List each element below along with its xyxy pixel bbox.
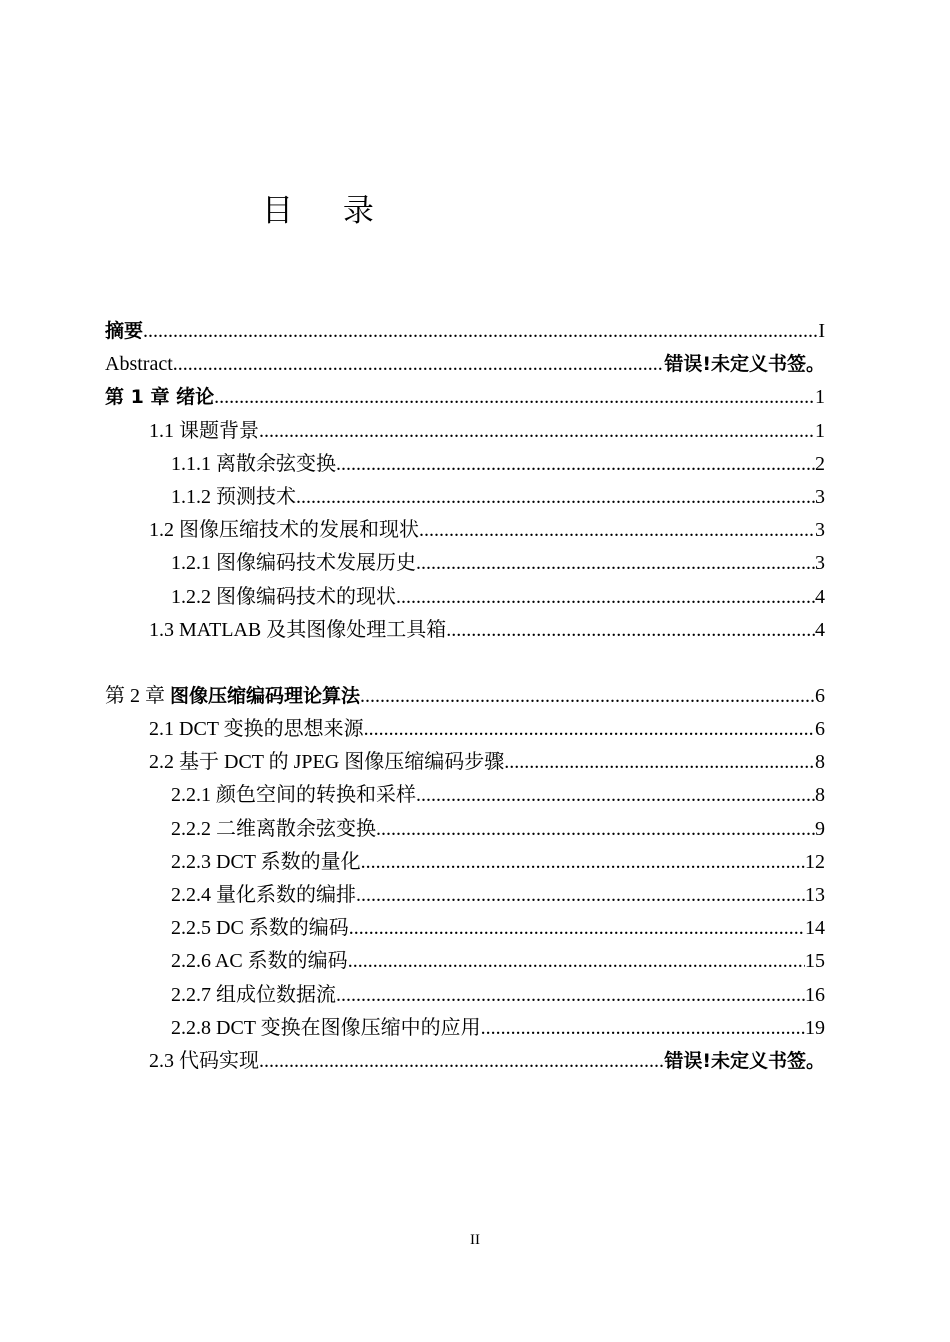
toc-leader-dots [360,680,815,713]
toc-entry-label: 1.1.2 预测技术 [171,485,296,508]
toc-entry-label: Abstract [105,353,173,376]
toc-leader-dots [504,746,815,779]
page-number: II [470,1232,480,1248]
toc-entry-abstract-en[interactable] [105,348,825,381]
toc-entry-page: 3 [815,552,825,575]
toc-entry-page: 3 [815,519,825,542]
toc-entry-1-2-2[interactable] [105,581,825,614]
toc-entry-label: 2.2 基于 DCT 的 JPEG 图像压缩编码步骤 [149,751,505,774]
toc-entry-1-3[interactable] [105,614,825,647]
toc-entry-page: 13 [805,884,825,906]
toc-entry-page: 16 [805,983,825,1006]
toc-entry-page: 3 [815,485,825,508]
toc-entry-label: 2.2.4 量化系数的编排 [171,884,356,906]
toc-entry-page: 1 [815,386,825,409]
toc-leader-dots [214,381,815,414]
toc-leader-dots [296,481,815,514]
toc-entry-2-2-3[interactable] [105,846,825,879]
toc-entry-2-1[interactable] [105,713,825,746]
toc-entry-2-3[interactable] [105,1045,825,1078]
toc-entry-chapter-2[interactable] [105,680,825,713]
toc-entry-1-2-1[interactable] [105,547,825,580]
toc-entry-2-2[interactable] [105,746,825,779]
toc-entry-page: 14 [805,917,825,940]
toc-entry-label: 2.2.3 DCT 系数的量化 [171,850,361,873]
toc-leader-dots [416,779,815,812]
toc-entry-label: 第 1 章 绪论 [105,386,215,409]
toc-entry-label: 2.2.1 颜色空间的转换和采样 [171,784,416,807]
toc-entry-abstract-cn[interactable] [105,315,825,348]
toc-entry-label: 1.3 MATLAB 及其图像处理工具箱 [149,618,447,641]
toc-entry-page: 19 [805,1016,825,1039]
toc-leader-dots [361,846,805,879]
toc-entry-page: 6 [815,718,825,741]
toc-entry-label: 2.2.8 DCT 变换在图像压缩中的应用 [171,1016,481,1039]
toc-entry-label: 2.1 DCT 变换的思想来源 [149,718,364,741]
toc-leader-dots [143,315,818,348]
toc-entry-page: 8 [815,784,825,807]
toc-leader-dots [396,581,815,614]
toc-leader-dots [259,415,815,448]
toc-entry-1-1-2[interactable] [105,481,825,514]
toc-leader-dots [419,514,815,547]
toc-entry-2-2-4[interactable] [105,879,825,912]
toc-entry-label: 2.2.7 组成位数据流 [171,983,336,1006]
toc-entry-page: 9 [815,817,825,840]
toc-entry-label: 1.2.2 图像编码技术的现状 [171,585,396,608]
toc-leader-dots [481,1012,805,1045]
toc-entry-1-2[interactable] [105,514,825,547]
toc-leader-dots [349,912,805,945]
page-title: 目 录 [262,193,394,229]
toc-entry-1-1[interactable] [105,415,825,448]
toc-leader-dots [259,1045,664,1078]
toc-entry-label: 2.2.5 DC 系数的编码 [171,917,349,940]
toc-entry-page: 错误!未定义书签。 [664,353,825,376]
toc-entry-label: 2.3 代码实现 [149,1049,259,1072]
toc-leader-dots [416,547,815,580]
toc-entry-2-2-7[interactable] [105,979,825,1012]
toc-entry-chapter-1[interactable] [105,381,825,414]
toc-entry-page: I [818,320,825,342]
toc-entry-2-2-8[interactable] [105,1012,825,1045]
toc-entry-1-1-1[interactable] [105,448,825,481]
toc-entry-label: 摘要 [105,320,144,342]
table-of-contents [105,315,825,1078]
toc-entry-page: 8 [815,751,825,774]
toc-entry-label: 1.1.1 离散余弦变换 [171,452,336,475]
toc-entry-label: 1.2 图像压缩技术的发展和现状 [149,519,419,542]
toc-entry-page: 15 [805,950,825,973]
toc-entry-label: 2.2.2 二维离散余弦变换 [171,817,376,840]
toc-entry-label: 1.1 课题背景 [149,419,259,442]
toc-leader-dots [336,979,805,1012]
toc-entry-2-2-6[interactable] [105,945,825,978]
toc-entry-label: 1.2.1 图像编码技术发展历史 [171,552,416,575]
toc-leader-dots [348,945,805,978]
toc-entry-page: 错误!未定义书签。 [664,1049,825,1072]
toc-leader-dots [364,713,815,746]
toc-entry-page: 2 [815,452,825,475]
toc-leader-dots [446,614,815,647]
toc-leader-dots [356,879,805,912]
toc-entry-2-2-2[interactable] [105,813,825,846]
toc-entry-page: 1 [815,419,825,442]
toc-entry-2-2-5[interactable] [105,912,825,945]
toc-entry-2-2-1[interactable] [105,779,825,812]
toc-leader-dots [336,448,815,481]
toc-entry-label: 第 2 章 图像压缩编码理论算法 [105,684,361,707]
toc-leader-dots [376,813,815,846]
toc-entry-page: 6 [815,684,825,707]
toc-entry-page: 4 [815,618,825,641]
toc-entry-page: 12 [805,850,825,873]
toc-entry-label: 2.2.6 AC 系数的编码 [171,950,348,973]
toc-entry-page: 4 [815,585,825,608]
toc-leader-dots [173,348,665,381]
